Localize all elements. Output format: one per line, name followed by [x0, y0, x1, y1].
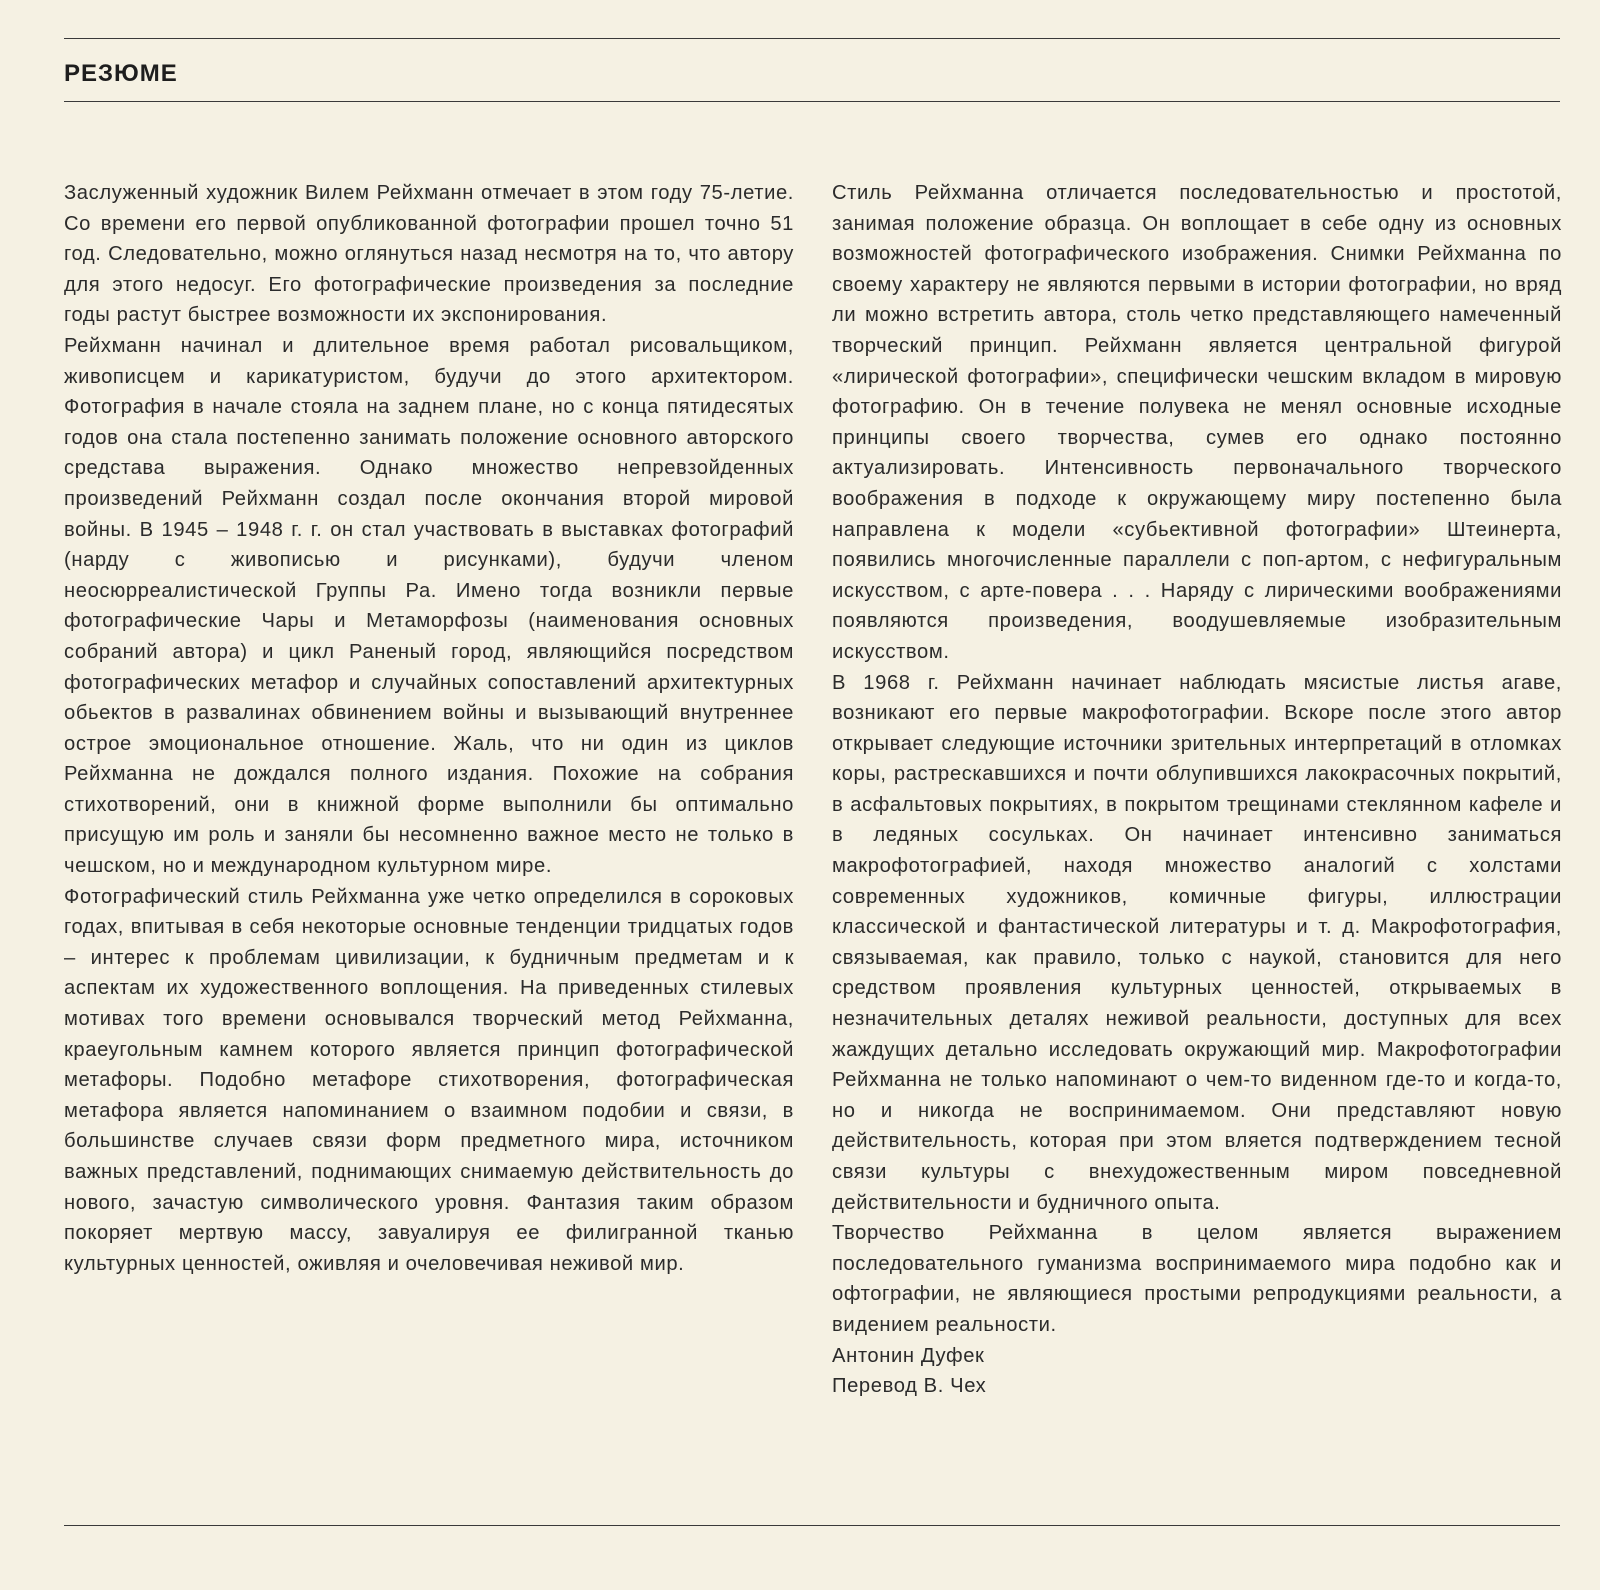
- author-signature: Антонин Дуфек: [832, 1344, 985, 1367]
- paragraph: Рейхманн начинал и длительное время работал рисовальщиком, живописцем и карикатуристом, будучи до этого архитектором. Фотография в начале стояла на заднем плане, но с конца пятидесятых годов она стала постепенно занимать положение основного авторского средстава выражения. Однако множество непревзойденных произведений Рейхманн создал после окончания второй мировой войны. В 1945 – 1948 г. г. он стал участвовать в выставках фотографий (нарду с живописью и рисунками), будучи членом неосюрреалистической Группы Ра. Имено тогда возникли первые фотографические Чары и Метаморфозы (наименования основных собраний автора) и цикл Раненый город, являющийся посредством фотографических метафор и случайных сопоставлений архитектурных обьектов в развалинах обвинением войны и вызывающий внутреннее острое эмоциональное отношение. Жаль, что ни один из циклов Рейхманна не дождался полного издания. Похожие на собрания стихотворений, они в книжной форме выполнили бы оптимально присущую им роль и заняли бы несомненно важное место не только в чешском, но и международном культурном мире.: [64, 334, 794, 878]
- paragraph: Творчество Рейхманна в целом является выражением последовательного гуманизма воспринимаемого мира подобно как и офтографии, не являющиеся простыми репродукциями реальности, а видением реальности.: [832, 1222, 1562, 1336]
- header-rule: [64, 101, 1560, 102]
- bottom-rule: [64, 1525, 1560, 1526]
- paragraph: Заслуженный художник Вилем Рейхманн отмечает в этом году 75-летие. Со времени его первой опубликованной фотографии прошел точно 51 год. Следовательно, можно оглянуться назад несмотря на то, что автору для этого недосуг. Его фотографические произведения за последние годы растут быстрее возможности их экспонирования.: [64, 182, 794, 327]
- paragraph: Фотографический стиль Рейхманна уже четко определился в сороковых годах, впитывая в себя некоторые основные тенденции тридцатых годов – интерес к проблемам цивилизации, к будничным предметам и к аспектам их художественного воплощения. На приведенных стилевых мотивах того времени основывался творческий метод Рейхманна, краеугольным камнем которого является принцип фотографической метафоры. Подобно метафоре стихотворения, фотографическая метафора является напоминанием о взаимном подобии и связи, в большинстве случаев связи форм предметного мира, источником важных представлений, поднимающих снимаемую действительность до нового, зачастую символического уровня. Фантазия таким образом покоряет мертвую массу, завуалируя ее филигранной тканью культурных ценностей, оживляя и очеловечивая неживой мир.: [64, 885, 794, 1275]
- left-column: [64, 178, 794, 1279]
- paragraph: Стиль Рейхманна отличается последовательностью и простотой, занимая положение образца. Он воплощает в себе одну из основных возможностей фотографического изображения. Снимки Рейхманна по своему характеру не являются первыми в истории фотографии, но вряд ли можно встретить автора, столь четко представляющего намеченный творческий принцип. Рейхманн является центральной фигурой «лирической фотографии», специфически чешским вкладом в мировую фотографию. Он в течение полувека не менял основные исходные принципы своего творчества, сумев его однако постоянно актуализировать. Интенсивность первоначального творческого воображения в подходе к окружающему миру постепенно была направлена к модели «субьективной фотографии» Штеинерта, появились многочисленные параллели с поп-артом, с нефигуральным искусством, с арте-повера . . . Наряду с лирическими воображениями появляются произведения, воодушевляемые изобразительным искусством.: [832, 182, 1562, 663]
- page-title: РЕЗЮМЕ: [64, 60, 178, 87]
- right-column: [832, 178, 1562, 1402]
- translator-credit: Перевод В. Чех: [832, 1375, 987, 1398]
- paragraph: В 1968 г. Рейхманн начинает наблюдать мясистые листья агаве, возникают его первые макрофотографии. Вскоре после этого автор открывает следующие источники зрительных интерпретаций в отломках коры, растрескавшихся и почти облупившихся лакокрасочных покрытий, в асфальтовых покрытиях, в покрытом трещинами стеклянном кафеле и в ледяных сосульках. Он начинает интенсивно заниматься макрофотографией, находя множество аналогий с холстами современных художников, комичные фигуры, иллюстрации классической и фантастической литературы и т. д. Макрофотография, связываемая, как правило, только с наукой, становится для него средством проявления культурных ценностей, открываемых в незначительных деталях неживой реальности, доступных для всех жаждущих детально исследовать окружающий мир. Макрофотографии Рейхманна не только напоминают о чем-то виденном где-то и когда-то, но и никогда не воспринимаемом. Они представляют новую действительность, которая при этом вляется подтверждением тесной связи культуры с внехудожественным миром повседневной действительности и будничного опыта.: [832, 671, 1562, 1214]
- top-rule: [64, 38, 1560, 39]
